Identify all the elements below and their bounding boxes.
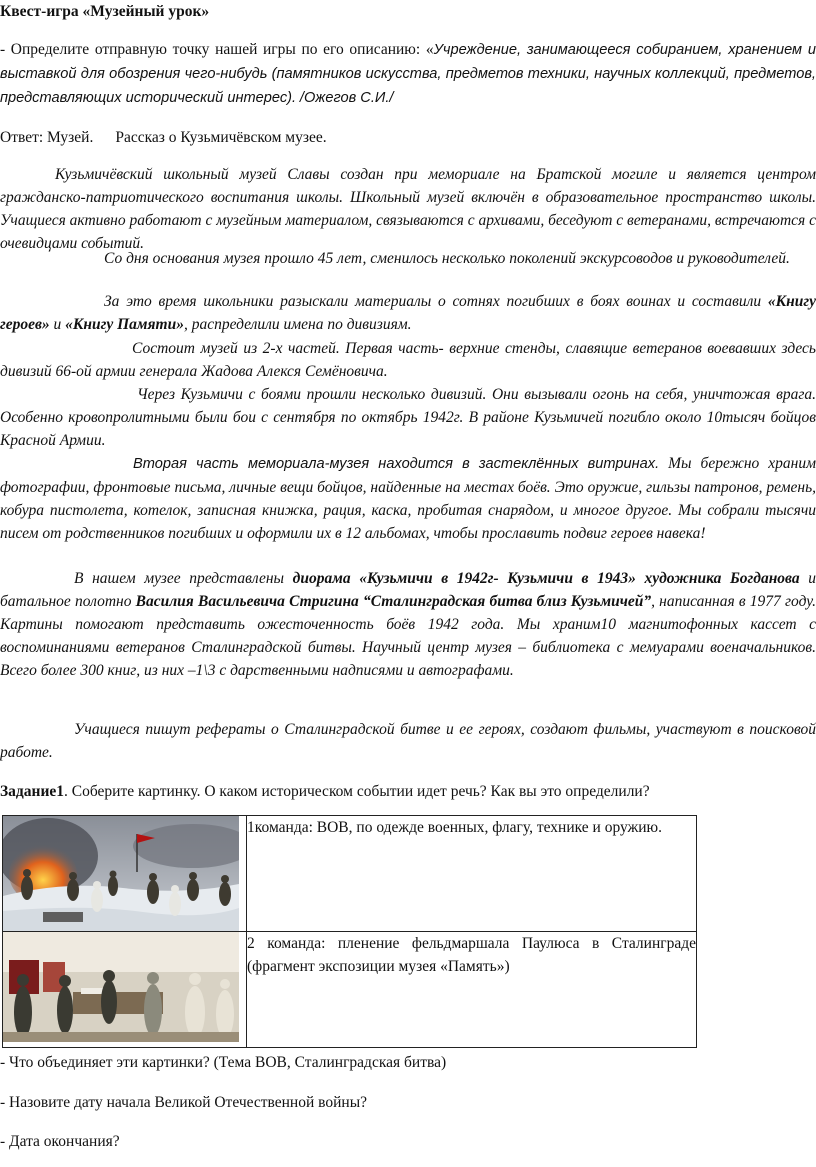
- team1-answer: 1команда: ВОВ, по одежде военных, флагу, технике и оружию.: [247, 816, 697, 932]
- question-common-theme: - Что объединяет эти картинки? (Тема ВОВ, Сталинградская битва): [0, 1054, 447, 1071]
- showcases-text: Мы бережно храним фотографии, фронтовые письма, личные вещи бойцов, найденные на местах боёв. Это оружие, гильзы патронов, ремень, кобура пистолета, котелок, записная книжка, рация, каска, пробитая снарядом, и многое другое. Мы собрали тысячи писем от родственников погибших и оформили их в 12 альбомах, чтобы прославить подвиг героев навека!: [0, 455, 816, 542]
- intro-definition: Учреждение, занимающееся собиранием, хранением и выставкой для обозрения чего-нибудь (памятников искусства, предметов техники, научных коллекций, предметов, представляющих исторический интерес).: [0, 42, 816, 106]
- diorama-text-d: , написанная в 1977 году. Картины помогают представить ожесточенность боёв 1942 года. Мы храним10 магнитофонных кассет с воспоминаниями ветеранов Сталинградской битвы. Научный центр музея – библиотека с мемуарами военачальников. Всего более 300 книг, из них –1\3 с дарственными надписями и автографами.: [0, 593, 816, 679]
- intro-source: /Ожегов С.И./: [299, 90, 394, 106]
- question-war-start: - Назовите дату начала Великой Отечественной войны?: [0, 1094, 367, 1111]
- story-heading: Рассказ о Кузьмичёвском музее.: [115, 129, 327, 146]
- task1-label: Задание1: [0, 783, 65, 800]
- task1-text: . Соберите картинку. О каком историческом событии идет речь? Как вы это определили?: [64, 783, 650, 800]
- museum-exhibit-image: [3, 932, 239, 1042]
- intro-prefix: - Определите отправную точку нашей игры по его описанию: «: [0, 41, 434, 58]
- paragraph-founding: Со дня основания музея прошло 45 лет, сменилось несколько поколений экскурсоводов и руководителей.: [104, 250, 790, 267]
- table-row: [3, 816, 697, 932]
- exhibit-picture-cell: [3, 932, 247, 1048]
- books-text-b: , распределили имена по дивизиям.: [183, 316, 412, 333]
- diorama-title: диорама «Кузьмичи в 1942г- Кузьмичи в 1943» художника Богданова: [292, 570, 800, 587]
- diorama-text-a: В нашем музее представлены: [74, 570, 293, 587]
- question-war-end: - Дата окончания?: [0, 1133, 120, 1150]
- books-text-a: За это время школьники разыскали материалы о сотнях погибших в боях воинах и составили: [104, 293, 768, 310]
- task1-heading: [0, 780, 816, 803]
- page-title: Квест-игра «Музейный урок»: [0, 3, 210, 20]
- table-row: [3, 932, 697, 1048]
- diorama-text-c: и батальное полотно: [0, 570, 816, 610]
- books-and: и: [49, 316, 66, 333]
- book-of-heroes: «Книгу героев»: [0, 293, 816, 333]
- paragraph-museum-parts: Состоит музей из 2-х частей. Первая часть- верхние стенды, славящие ветеранов воевавших здесь дивизий 66-ой армии генерала Жадова Алекся Семёновича.: [0, 340, 816, 380]
- showcases-lead: Вторая часть мемориала-музея находится в застеклённых витринах.: [133, 456, 660, 472]
- paragraph-books: [0, 290, 816, 336]
- paragraph-students: Учащиеся пишут рефераты о Сталинградской битве и ее героях, создают фильмы, участвуют в поисковой работе.: [0, 721, 816, 761]
- painting-title: Василия Васильевича Стригина “Сталинградская битва близ Кузьмичей”: [135, 593, 652, 610]
- task-table: [2, 815, 697, 1048]
- book-of-memory: «Книгу Памяти»: [65, 316, 184, 333]
- battle-picture-cell: [3, 816, 247, 932]
- paragraph-diorama: [0, 567, 816, 682]
- answer-text: Ответ: Музей.: [0, 129, 94, 146]
- answer-line: [0, 126, 816, 149]
- paragraph-museum-intro: Кузьмичёвский школьный музей Славы создан при мемориале на Братской могиле и является центром гражданско-патриотического воспитания школы. Школьный музей включён в образовательное пространство школы. Учащиеся активно работают с музейным материалом, связываются с архивами, беседуют с ветеранами, встречаются с очевидцами событий.: [0, 166, 816, 252]
- team2-answer: 2 команда: пленение фельдмаршала Паулюса в Сталинграде (фрагмент экспозиции музея «Память»): [247, 932, 697, 1048]
- intro-question: [0, 38, 816, 110]
- battle-painting-image: [3, 816, 239, 931]
- paragraph-showcases: [0, 452, 816, 545]
- paragraph-battles: Через Кузьмичи с боями прошли несколько дивизий. Они вызывали огонь на себя, уничтожая врага. Особенно кровопролитными были бои с сентября по октябрь 1942г. В районе Кузьмичей погибло около 10тысяч бойцов Красной Армии.: [0, 386, 816, 449]
